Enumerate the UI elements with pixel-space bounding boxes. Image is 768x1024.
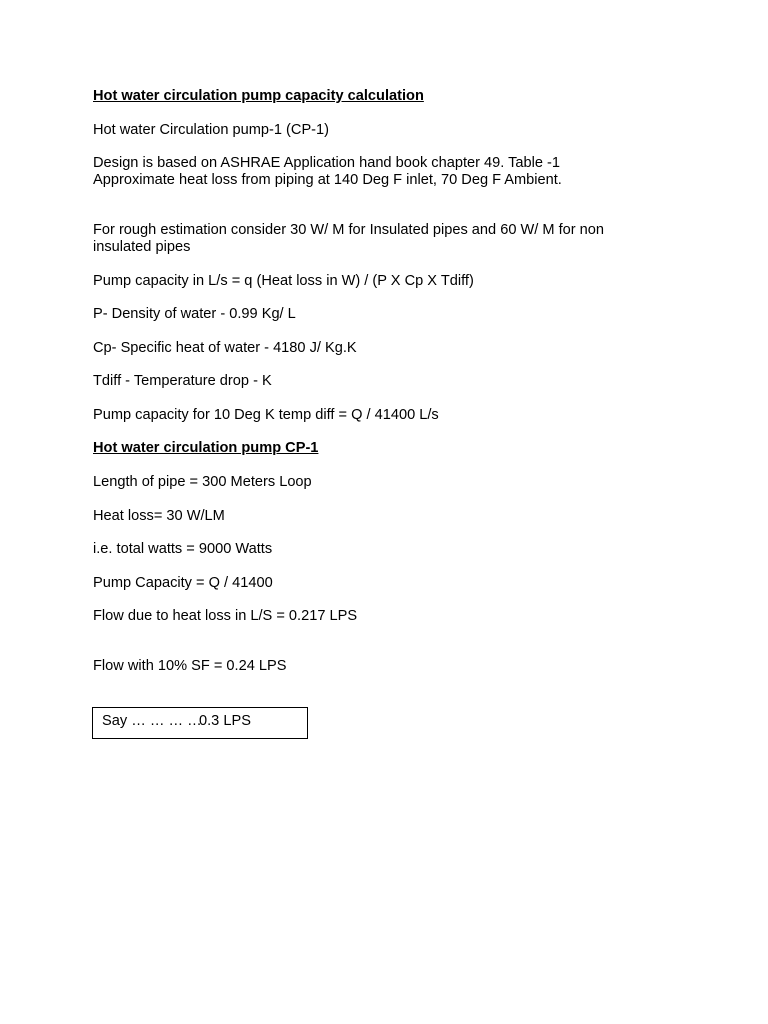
total-watts: i.e. total watts = 9000 Watts bbox=[93, 541, 273, 557]
result-value: 0.3 LPS bbox=[199, 713, 251, 729]
result-box bbox=[92, 707, 308, 739]
rough-estimation-line-2: insulated pipes bbox=[93, 239, 191, 255]
density-definition: P- Density of water - 0.99 Kg/ L bbox=[93, 306, 296, 322]
pipe-length: Length of pipe = 300 Meters Loop bbox=[93, 474, 312, 490]
specific-heat-definition: Cp- Specific heat of water - 4180 J/ Kg.K bbox=[93, 340, 357, 356]
rough-estimation-line-1: For rough estimation consider 30 W/ M for Insulated pipes and 60 W/ M for non bbox=[93, 222, 605, 238]
flow-with-safety-factor: Flow with 10% SF = 0.24 LPS bbox=[93, 658, 287, 674]
pump-capacity: Pump Capacity = Q / 41400 bbox=[93, 575, 273, 591]
capacity-formula-10k: Pump capacity for 10 Deg K temp diff = Q / 41400 L/s bbox=[93, 407, 439, 423]
heat-loss: Heat loss= 30 W/LM bbox=[93, 508, 225, 524]
document-title: Hot water circulation pump capacity calculation bbox=[93, 88, 424, 104]
temperature-drop-definition: Tdiff - Temperature drop - K bbox=[93, 373, 272, 389]
result-label: Say … … … … bbox=[102, 713, 202, 729]
pump-capacity-formula: Pump capacity in L/s = q (Heat loss in W) / (P X Cp X Tdiff) bbox=[93, 273, 474, 289]
pump-label: Hot water Circulation pump-1 (CP-1) bbox=[93, 122, 330, 138]
section-heading: Hot water circulation pump CP-1 bbox=[93, 440, 319, 456]
design-basis-line-1: Design is based on ASHRAE Application hand book chapter 49. Table -1 bbox=[93, 155, 561, 171]
design-basis-line-2: Approximate heat loss from piping at 140 Deg F inlet, 70 Deg F Ambient. bbox=[93, 172, 562, 188]
flow-due-to-heat-loss: Flow due to heat loss in L/S = 0.217 LPS bbox=[93, 608, 358, 624]
